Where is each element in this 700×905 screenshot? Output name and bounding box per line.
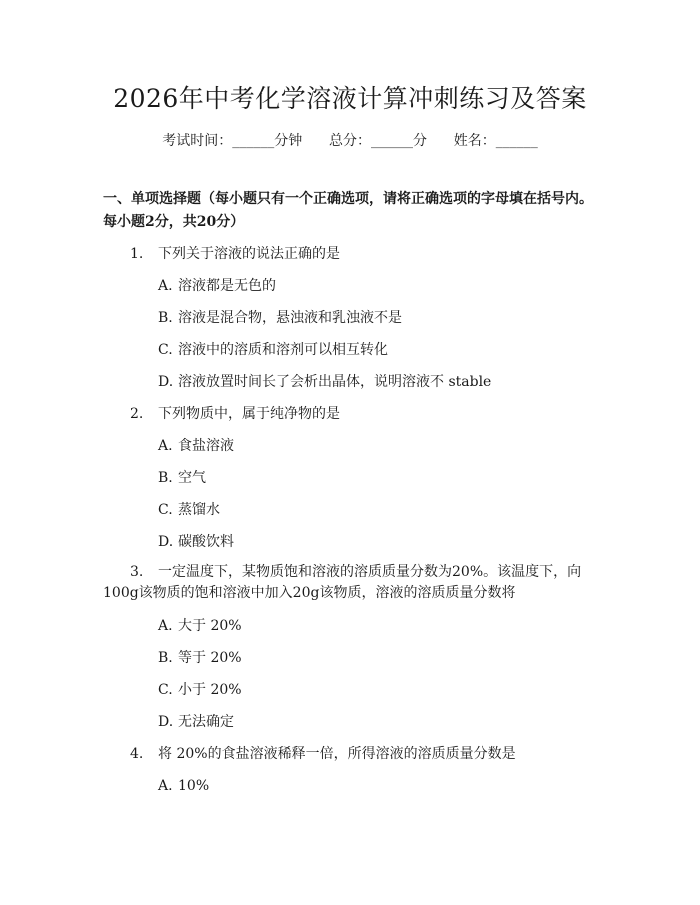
- option-text: 蒸馏水: [178, 502, 220, 518]
- option-letter: C.: [158, 342, 173, 358]
- question-3-option-c: [158, 680, 242, 700]
- question-number: 3.: [130, 564, 144, 580]
- option-letter: B.: [158, 650, 173, 666]
- option-letter: A.: [158, 278, 173, 294]
- page-title: 2026年中考化学溶液计算冲刺练习及答案: [113, 84, 587, 113]
- question-1-option-d: [158, 372, 491, 392]
- question-1-option-b: [158, 308, 402, 328]
- question-2: [130, 404, 340, 424]
- question-3-option-d: [158, 712, 234, 732]
- question-text: 将 20%的食盐溶液稀释一倍，所得溶液的溶质质量分数是: [158, 746, 516, 762]
- option-text: 10%: [178, 778, 210, 794]
- section-heading: [103, 188, 603, 234]
- option-letter: B.: [158, 470, 173, 486]
- option-letter: D.: [158, 714, 174, 730]
- question-3-option-b: [158, 648, 242, 668]
- option-letter: A.: [158, 618, 173, 634]
- option-letter: B.: [158, 310, 173, 326]
- question-2-option-d: [158, 532, 234, 552]
- question-1-option-a: [158, 276, 276, 296]
- option-text: 溶液都是无色的: [178, 278, 276, 294]
- question-text: 下列关于溶液的说法正确的是: [158, 246, 340, 262]
- option-letter: C.: [158, 682, 173, 698]
- option-letter: A.: [158, 438, 173, 454]
- question-1: [130, 244, 340, 264]
- option-text: 溶液放置时间长了会析出晶体，说明溶液不 stable: [178, 374, 492, 390]
- option-text: 碳酸饮料: [178, 534, 234, 550]
- option-text: 溶液中的溶质和溶剂可以相互转化: [178, 342, 388, 358]
- question-number: 4.: [130, 746, 144, 762]
- option-text: 溶液是混合物，悬浊液和乳浊液不是: [178, 310, 402, 326]
- question-number: 2.: [130, 406, 144, 422]
- question-3-option-a: [158, 616, 242, 636]
- section-heading-line-1: 一、单项选择题（每小题只有一个正确选项，请将正确选项的字母填在括号内。: [103, 191, 593, 207]
- option-letter: A.: [158, 778, 173, 794]
- option-letter: D.: [158, 374, 174, 390]
- question-text: 下列物质中，属于纯净物的是: [158, 406, 340, 422]
- option-text: 小于 20%: [178, 682, 242, 698]
- question-4: [130, 744, 516, 764]
- option-text: 无法确定: [178, 714, 234, 730]
- option-text: 食盐溶液: [178, 438, 234, 454]
- option-letter: D.: [158, 534, 174, 550]
- option-letter: C.: [158, 502, 173, 518]
- question-1-option-c: [158, 340, 388, 360]
- question-number: 1.: [130, 246, 144, 262]
- option-text: 大于 20%: [178, 618, 242, 634]
- question-2-option-b: [158, 468, 206, 488]
- option-text: 空气: [178, 470, 206, 486]
- question-2-option-a: [158, 436, 234, 456]
- question-4-option-a: [158, 776, 209, 796]
- question-2-option-c: [158, 500, 220, 520]
- question-3: [103, 562, 603, 604]
- option-text: 等于 20%: [178, 650, 242, 666]
- section-heading-line-2: 每小题2分，共20分）: [103, 214, 245, 230]
- question-text: 一定温度下，某物质饱和溶液的溶质质量分数为20%。该温度下，向100g该物质的饱和溶液中加入20g该物质，溶液的溶质质量分数将: [103, 564, 582, 601]
- exam-info-line: 考试时间：______分钟 总分：______分 姓名：______: [162, 133, 538, 149]
